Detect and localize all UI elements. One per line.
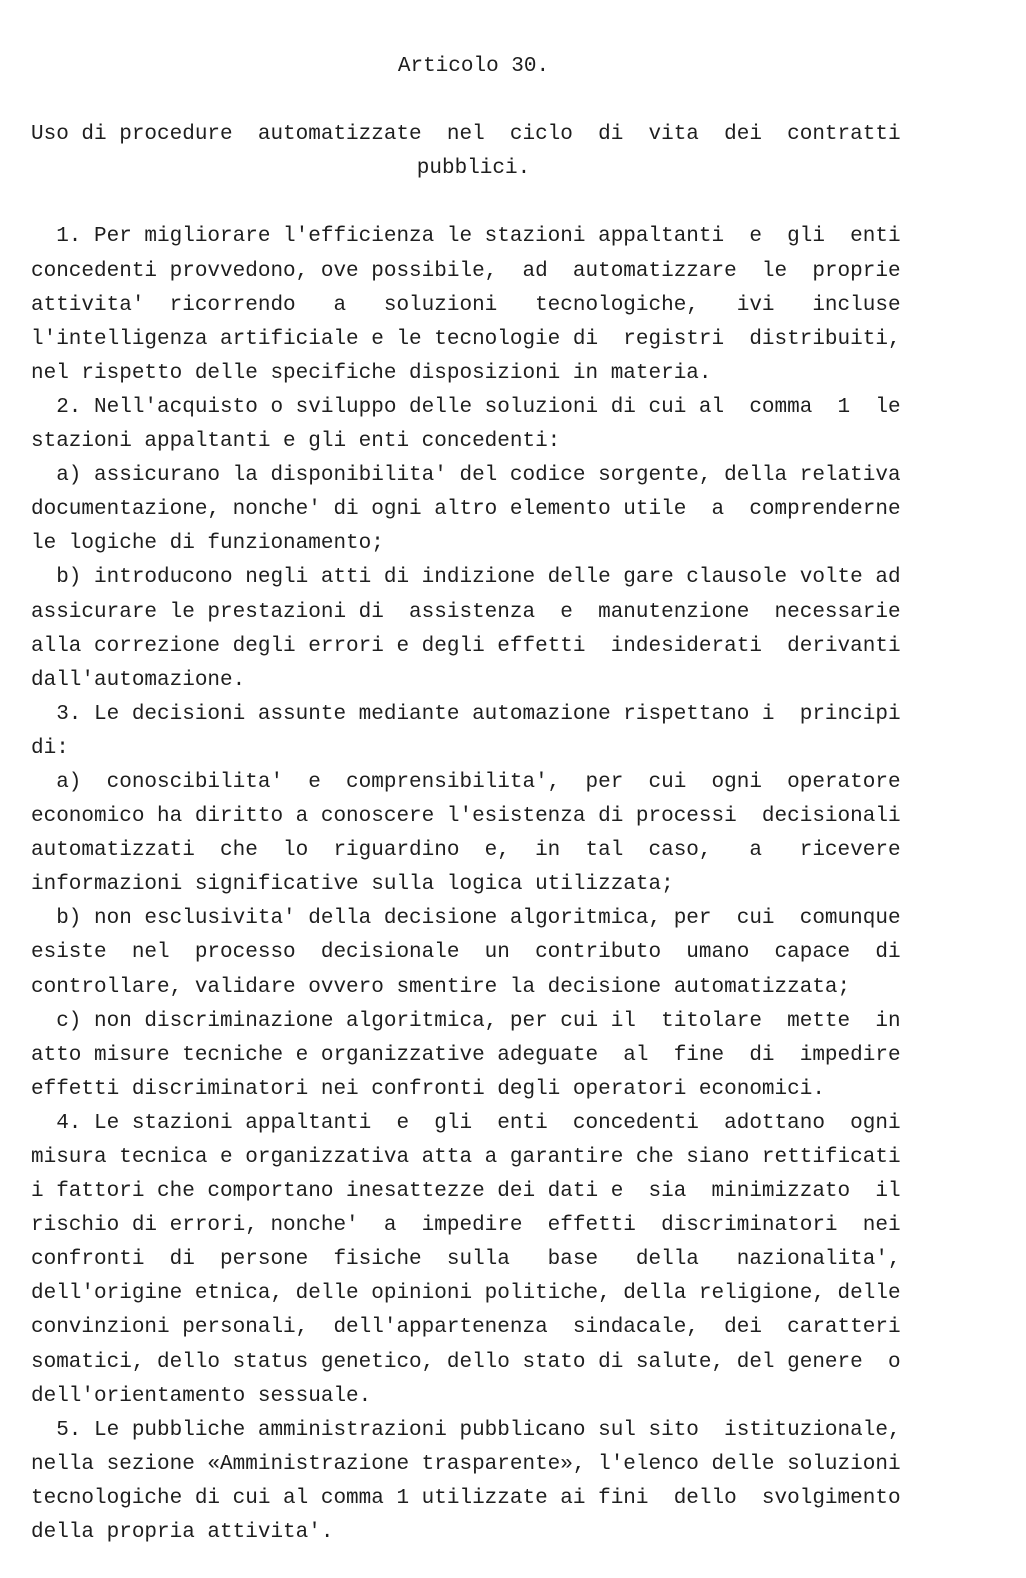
document-page — [31, 50, 916, 1550]
article-body — [31, 220, 916, 1550]
text-line: economico ha diritto a conoscere l'esistenza di processi decisionali — [31, 805, 901, 829]
text-line: assicurare le prestazioni di assistenza e manutenzione necessarie — [31, 600, 901, 624]
text-line: rischio di errori, nonche' a impedire effetti discriminatori nei — [31, 1214, 901, 1238]
text-line: attivita' ricorrendo a soluzioni tecnologiche, ivi incluse — [31, 293, 901, 317]
text-line: dell'origine etnica, delle opinioni politiche, della religione, delle — [31, 1282, 901, 1306]
text-line: alla correzione degli errori e degli effetti indesiderati derivanti — [31, 634, 901, 658]
text-line: l'intelligenza artificiale e le tecnologie di registri distribuiti, — [31, 327, 901, 351]
text-line: 5. Le pubbliche amministrazioni pubblicano sul sito istituzionale, — [31, 1418, 901, 1442]
text-line: a) assicurano la disponibilita' del codice sorgente, della relativa — [31, 464, 901, 488]
paragraph-p3 — [31, 698, 916, 766]
text-line: b) non esclusivita' della decisione algoritmica, per cui comunque — [31, 907, 901, 931]
text-line: automatizzati che lo riguardino e, in tal caso, a ricevere — [31, 839, 901, 863]
text-line: a) conoscibilita' e comprensibilita', per cui ogni operatore — [31, 770, 901, 794]
text-line: convinzioni personali, dell'appartenenza sindacale, dei caratteri — [31, 1316, 901, 1340]
paragraph-p3b — [31, 902, 916, 1004]
text-line: 3. Le decisioni assunte mediante automazione rispettano i principi — [31, 702, 901, 726]
text-line: le logiche di funzionamento; — [31, 532, 384, 556]
spacer — [31, 186, 916, 220]
paragraph-p3a — [31, 766, 916, 902]
text-line: misura tecnica e organizzativa atta a garantire che siano rettificati — [31, 1146, 901, 1169]
paragraph-p2 — [31, 391, 916, 459]
text-line: 2. Nell'acquisto o sviluppo delle soluzioni di cui al comma 1 le — [31, 395, 901, 419]
text-line: effetti discriminatori nei confronti degli operatori economici. — [31, 1077, 825, 1101]
text-line: confronti di persone fisiche sulla base della nazionalita', — [31, 1248, 901, 1272]
paragraph-p2a — [31, 459, 916, 561]
text-line: concedenti provvedono, ove possibile, ad automatizzare le proprie — [31, 259, 901, 283]
text-line: documentazione, nonche' di ogni altro elemento utile a comprenderne — [31, 498, 901, 522]
paragraph-p1 — [31, 220, 916, 390]
text-line: tecnologiche di cui al comma 1 utilizzate ai fini dello svolgimento — [31, 1486, 901, 1510]
spacer — [31, 84, 916, 118]
article-title-line-2: pubblici. — [416, 157, 531, 181]
text-line: somatici, dello status genetico, dello stato di salute, del genere o — [31, 1350, 901, 1374]
text-line: atto misure tecniche e organizzative adeguate al fine di impedire — [31, 1043, 901, 1067]
text-line: stazioni appaltanti e gli enti concedenti: — [31, 430, 561, 454]
text-line: nella sezione «Amministrazione trasparente», l'elenco delle soluzioni — [31, 1452, 901, 1476]
text-line: dell'orientamento sessuale. — [31, 1384, 372, 1408]
text-line: 1. Per migliorare l'efficienza le stazioni appaltanti e gli enti — [31, 225, 901, 249]
article-title-line-1: Uso di procedure automatizzate nel ciclo di vita dei contratti — [31, 123, 901, 147]
text-line: i fattori che comportano inesattezze dei dati e sia minimizzato il — [31, 1180, 901, 1204]
paragraph-p2b — [31, 561, 916, 697]
text-line: esiste nel processo decisionale un contributo umano capace di — [31, 941, 901, 965]
text-line: 4. Le stazioni appaltanti e gli enti concedenti adottano ogni — [31, 1111, 901, 1135]
text-line: informazioni significative sulla logica utilizzata; — [31, 873, 674, 897]
text-line: controllare, validare ovvero smentire la decisione automatizzata; — [31, 975, 851, 999]
article-heading: Articolo 30. — [397, 55, 550, 78]
text-line: nel rispetto delle specifiche disposizioni in materia. — [31, 361, 712, 385]
text-line: di: — [31, 736, 69, 760]
text-line: della propria attivita'. — [31, 1521, 334, 1545]
text-line: c) non discriminazione algoritmica, per cui il titolare mette in — [31, 1009, 901, 1033]
paragraph-p5 — [31, 1414, 916, 1550]
paragraph-p3c — [31, 1005, 916, 1107]
paragraph-p4 — [31, 1107, 916, 1414]
text-line: b) introducono negli atti di indizione delle gare clausole volte ad — [31, 566, 901, 590]
text-line: dall'automazione. — [31, 668, 246, 692]
